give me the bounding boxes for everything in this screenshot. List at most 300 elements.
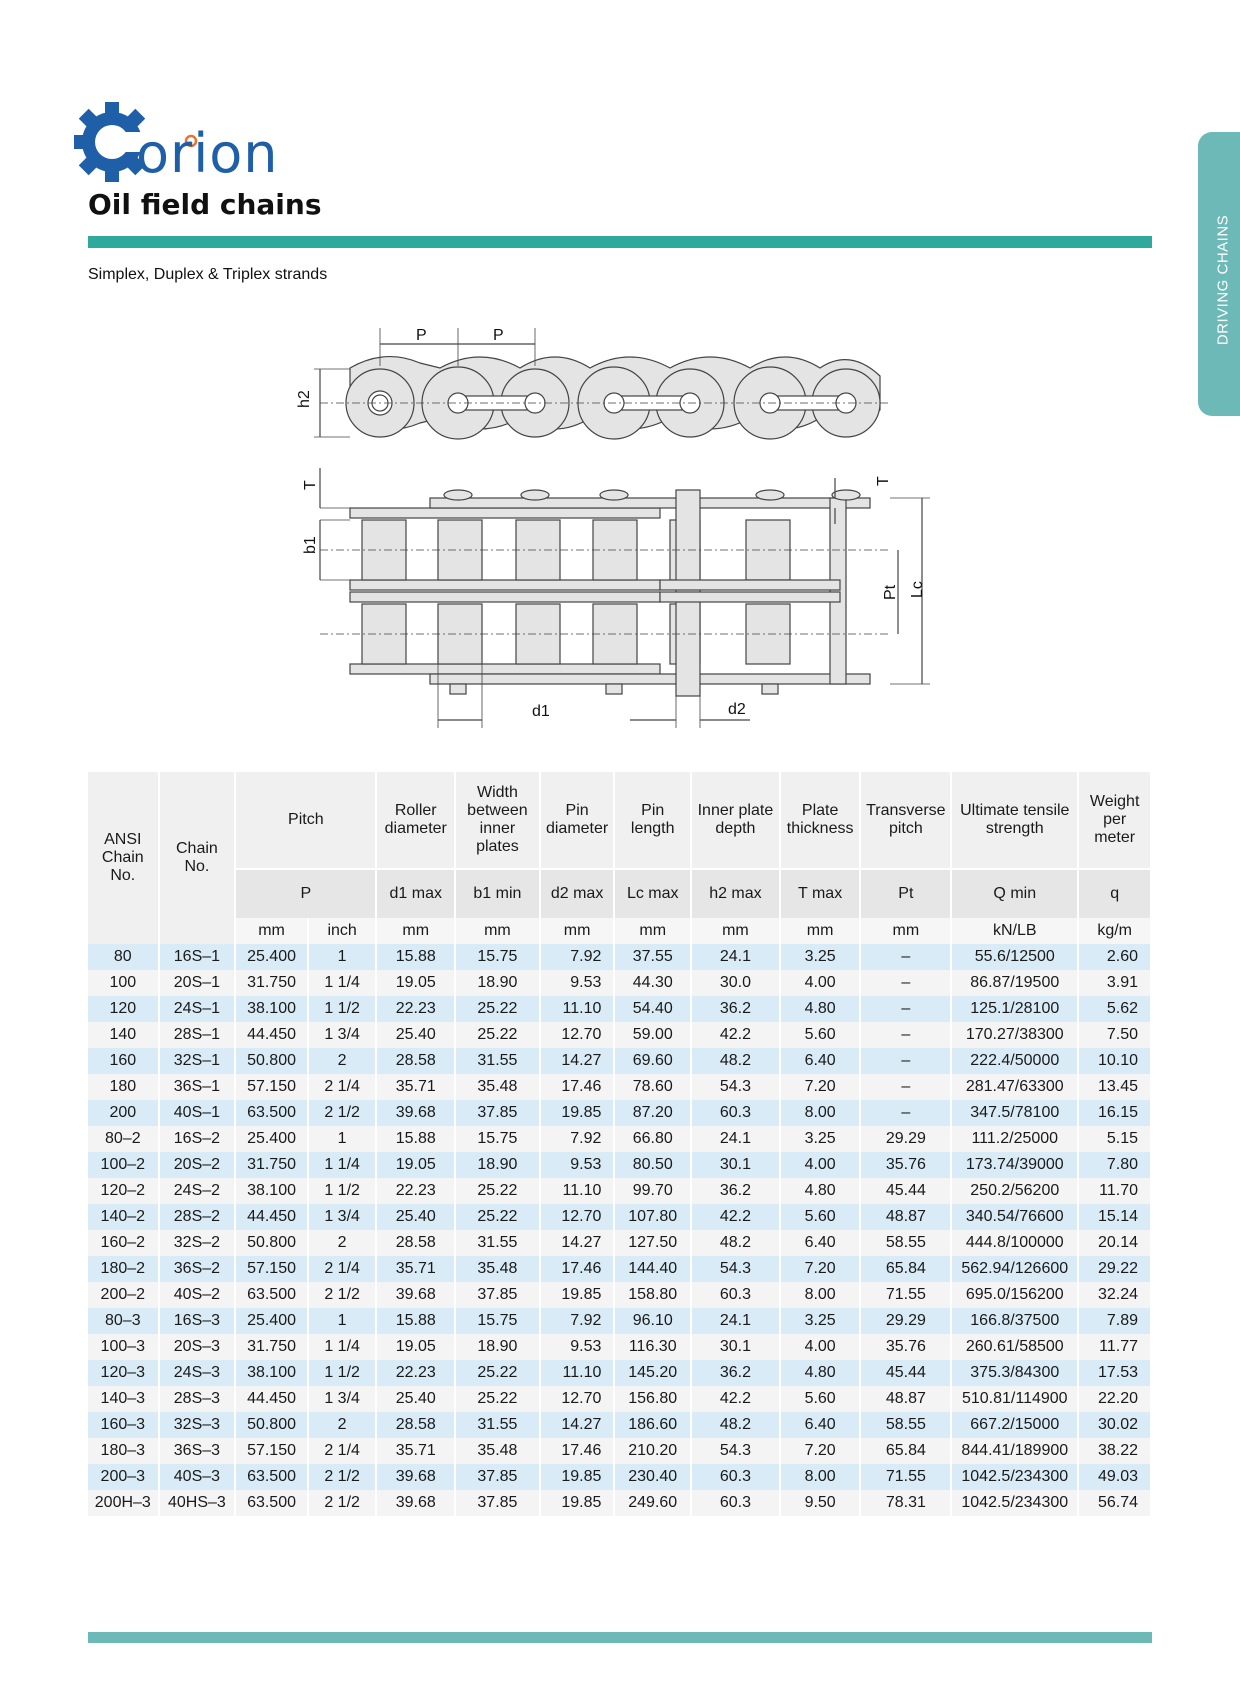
col-weight: Weight per meter bbox=[1078, 772, 1151, 869]
table-cell: 24S–1 bbox=[159, 996, 236, 1022]
table-cell: 36S–1 bbox=[159, 1074, 236, 1100]
table-cell: 11.10 bbox=[540, 1360, 615, 1386]
table-cell: 20.14 bbox=[1078, 1230, 1151, 1256]
table-cell: – bbox=[860, 944, 951, 970]
table-cell: 35.48 bbox=[455, 1438, 540, 1464]
table-cell: 2 bbox=[308, 1048, 377, 1074]
table-cell: 1 bbox=[308, 944, 377, 970]
sym-q-min: Q min bbox=[951, 869, 1078, 918]
table-cell: 50.800 bbox=[235, 1412, 308, 1438]
lc-label: Lc bbox=[909, 581, 926, 598]
table-row bbox=[88, 1126, 1151, 1152]
table-cell: 35.71 bbox=[376, 1256, 455, 1282]
table-cell: 16S–3 bbox=[159, 1308, 236, 1334]
table-cell: 1 bbox=[308, 1308, 377, 1334]
table-cell: 60.3 bbox=[691, 1490, 780, 1516]
table-cell: 4.80 bbox=[780, 1360, 861, 1386]
table-cell: 2 1/4 bbox=[308, 1438, 377, 1464]
table-cell: 37.85 bbox=[455, 1464, 540, 1490]
table-cell: 7.20 bbox=[780, 1438, 861, 1464]
table-cell: 86.87/19500 bbox=[951, 970, 1078, 996]
table-cell: 24.1 bbox=[691, 944, 780, 970]
table-cell: 35.76 bbox=[860, 1152, 951, 1178]
table-cell: 160–2 bbox=[88, 1230, 159, 1256]
sym-pt: Pt bbox=[860, 869, 951, 918]
table-cell: 16S–1 bbox=[159, 944, 236, 970]
table-cell: 7.92 bbox=[540, 1308, 615, 1334]
table-cell: 111.2/25000 bbox=[951, 1126, 1078, 1152]
unit-cell: mm bbox=[540, 918, 615, 944]
table-cell: 200 bbox=[88, 1100, 159, 1126]
table-cell: 6.40 bbox=[780, 1412, 861, 1438]
table-cell: 48.2 bbox=[691, 1048, 780, 1074]
table-cell: 40S–1 bbox=[159, 1100, 236, 1126]
table-cell: 200–3 bbox=[88, 1464, 159, 1490]
table-cell: 156.80 bbox=[614, 1386, 691, 1412]
col-pin-d: Pin diameter bbox=[540, 772, 615, 869]
table-cell: 6.40 bbox=[780, 1048, 861, 1074]
table-cell: 54.3 bbox=[691, 1438, 780, 1464]
table-row bbox=[88, 1022, 1151, 1048]
table-row bbox=[88, 1464, 1151, 1490]
table-cell: 60.3 bbox=[691, 1100, 780, 1126]
table-cell: 8.00 bbox=[780, 1100, 861, 1126]
table-cell: 28.58 bbox=[376, 1412, 455, 1438]
table-cell: 2 1/4 bbox=[308, 1074, 377, 1100]
table-cell: 48.2 bbox=[691, 1412, 780, 1438]
sym-h2: h2 max bbox=[691, 869, 780, 918]
table-cell: 15.75 bbox=[455, 1126, 540, 1152]
table-cell: 8.00 bbox=[780, 1282, 861, 1308]
table-cell: 35.76 bbox=[860, 1334, 951, 1360]
table-cell: 38.22 bbox=[1078, 1438, 1151, 1464]
table-cell: 173.74/39000 bbox=[951, 1152, 1078, 1178]
table-cell: 24S–2 bbox=[159, 1178, 236, 1204]
table-cell: 31.750 bbox=[235, 1152, 308, 1178]
table-cell: 4.00 bbox=[780, 970, 861, 996]
col-ult: Ultimate tensile strength bbox=[951, 772, 1078, 869]
table-cell: 160 bbox=[88, 1048, 159, 1074]
col-plate: Plate thickness bbox=[780, 772, 861, 869]
table-cell: 16S–2 bbox=[159, 1126, 236, 1152]
table-cell: 158.80 bbox=[614, 1282, 691, 1308]
table-cell: 12.70 bbox=[540, 1204, 615, 1230]
table-cell: 200H–3 bbox=[88, 1490, 159, 1516]
table-cell: 7.92 bbox=[540, 944, 615, 970]
table-cell: 37.85 bbox=[455, 1490, 540, 1516]
table-cell: 25.40 bbox=[376, 1204, 455, 1230]
table-cell: 19.05 bbox=[376, 970, 455, 996]
table-cell: 25.22 bbox=[455, 996, 540, 1022]
table-cell: 22.23 bbox=[376, 1178, 455, 1204]
table-cell: 16.15 bbox=[1078, 1100, 1151, 1126]
table-cell: 250.2/56200 bbox=[951, 1178, 1078, 1204]
table-cell: 144.40 bbox=[614, 1256, 691, 1282]
col-width: Width between inner plates bbox=[455, 772, 540, 869]
table-cell: 40HS–3 bbox=[159, 1490, 236, 1516]
table-cell: 60.3 bbox=[691, 1282, 780, 1308]
table-cell: 1 1/2 bbox=[308, 996, 377, 1022]
table-cell: 25.22 bbox=[455, 1360, 540, 1386]
table-cell: 11.10 bbox=[540, 996, 615, 1022]
table-cell: 15.88 bbox=[376, 1126, 455, 1152]
table-cell: 30.02 bbox=[1078, 1412, 1151, 1438]
table-cell: 19.05 bbox=[376, 1152, 455, 1178]
table-row bbox=[88, 1412, 1151, 1438]
table-cell: 11.10 bbox=[540, 1178, 615, 1204]
table-cell: 6.40 bbox=[780, 1230, 861, 1256]
chain-side-view bbox=[314, 328, 890, 439]
table-row bbox=[88, 1360, 1151, 1386]
table-cell: 20S–3 bbox=[159, 1334, 236, 1360]
col-trans: Transverse pitch bbox=[860, 772, 951, 869]
table-cell: 32S–1 bbox=[159, 1048, 236, 1074]
table-cell: 58.55 bbox=[860, 1412, 951, 1438]
unit-cell: mm bbox=[455, 918, 540, 944]
table-cell: 19.85 bbox=[540, 1100, 615, 1126]
table-row bbox=[88, 1230, 1151, 1256]
table-cell: 28.58 bbox=[376, 1048, 455, 1074]
table-cell: 5.60 bbox=[780, 1204, 861, 1230]
unit-cell: inch bbox=[308, 918, 377, 944]
pitch-label: P bbox=[416, 327, 427, 344]
table-row bbox=[88, 944, 1151, 970]
table-cell: 120–2 bbox=[88, 1178, 159, 1204]
table-cell: 56.74 bbox=[1078, 1490, 1151, 1516]
table-cell: 35.71 bbox=[376, 1438, 455, 1464]
table-cell: 15.14 bbox=[1078, 1204, 1151, 1230]
table-cell: 281.47/63300 bbox=[951, 1074, 1078, 1100]
table-row bbox=[88, 1490, 1151, 1516]
table-cell: 50.800 bbox=[235, 1230, 308, 1256]
table-cell: 14.27 bbox=[540, 1048, 615, 1074]
unit-cell: mm bbox=[860, 918, 951, 944]
col-inner: Inner plate depth bbox=[691, 772, 780, 869]
table-cell: 100–3 bbox=[88, 1334, 159, 1360]
unit-cell: kN/LB bbox=[951, 918, 1078, 944]
table-cell: 160–3 bbox=[88, 1412, 159, 1438]
table-cell: 44.450 bbox=[235, 1204, 308, 1230]
table-row bbox=[88, 1256, 1151, 1282]
table-cell: 30.1 bbox=[691, 1334, 780, 1360]
table-cell: 22.23 bbox=[376, 1360, 455, 1386]
table-row bbox=[88, 1178, 1151, 1204]
table-cell: 1 3/4 bbox=[308, 1386, 377, 1412]
table-cell: 99.70 bbox=[614, 1178, 691, 1204]
section-tab[interactable] bbox=[1198, 132, 1240, 416]
table-cell: 31.55 bbox=[455, 1048, 540, 1074]
table-cell: 4.00 bbox=[780, 1152, 861, 1178]
table-cell: 20S–2 bbox=[159, 1152, 236, 1178]
table-cell: 120 bbox=[88, 996, 159, 1022]
page-subtitle: Simplex, Duplex & Triplex strands bbox=[88, 266, 328, 283]
table-cell: 9.53 bbox=[540, 970, 615, 996]
table-cell: 29.29 bbox=[860, 1308, 951, 1334]
table-cell: 25.22 bbox=[455, 1022, 540, 1048]
table-cell: 4.80 bbox=[780, 1178, 861, 1204]
table-cell: 347.5/78100 bbox=[951, 1100, 1078, 1126]
table-cell: 11.70 bbox=[1078, 1178, 1151, 1204]
table-cell: 180 bbox=[88, 1074, 159, 1100]
table-cell: 5.15 bbox=[1078, 1126, 1151, 1152]
table-cell: 31.750 bbox=[235, 1334, 308, 1360]
table-cell: 14.27 bbox=[540, 1230, 615, 1256]
col-ansi: ANSI Chain No. bbox=[88, 772, 159, 944]
table-cell: 39.68 bbox=[376, 1100, 455, 1126]
table-cell: 57.150 bbox=[235, 1438, 308, 1464]
footer-rule bbox=[88, 1632, 1152, 1643]
table-cell: 180–2 bbox=[88, 1256, 159, 1282]
table-cell: 42.2 bbox=[691, 1022, 780, 1048]
table-cell: 186.60 bbox=[614, 1412, 691, 1438]
table-cell: 31.750 bbox=[235, 970, 308, 996]
table-cell: 32.24 bbox=[1078, 1282, 1151, 1308]
table-cell: 65.84 bbox=[860, 1256, 951, 1282]
table-cell: 7.20 bbox=[780, 1256, 861, 1282]
table-cell: 36.2 bbox=[691, 1360, 780, 1386]
table-cell: 36S–3 bbox=[159, 1438, 236, 1464]
table-cell: 18.90 bbox=[455, 1152, 540, 1178]
col-pin-l: Pin length bbox=[614, 772, 691, 869]
table-cell: 38.100 bbox=[235, 1178, 308, 1204]
table-cell: 19.85 bbox=[540, 1282, 615, 1308]
table-cell: 36.2 bbox=[691, 996, 780, 1022]
table-cell: 5.60 bbox=[780, 1022, 861, 1048]
table-cell: 54.40 bbox=[614, 996, 691, 1022]
sym-d1: d1 max bbox=[376, 869, 455, 918]
table-cell: 9.53 bbox=[540, 1334, 615, 1360]
table-cell: 11.77 bbox=[1078, 1334, 1151, 1360]
table-cell: 24S–3 bbox=[159, 1360, 236, 1386]
sym-b1: b1 min bbox=[455, 869, 540, 918]
table-cell: 7.89 bbox=[1078, 1308, 1151, 1334]
sym-p: P bbox=[235, 869, 376, 918]
table-cell: 140–2 bbox=[88, 1204, 159, 1230]
table-cell: 1 1/4 bbox=[308, 1334, 377, 1360]
table-cell: 140–3 bbox=[88, 1386, 159, 1412]
table-cell: 69.60 bbox=[614, 1048, 691, 1074]
table-cell: 17.46 bbox=[540, 1438, 615, 1464]
table-cell: 78.31 bbox=[860, 1490, 951, 1516]
table-cell: 222.4/50000 bbox=[951, 1048, 1078, 1074]
table-cell: 35.48 bbox=[455, 1256, 540, 1282]
table-cell: 63.500 bbox=[235, 1464, 308, 1490]
table-cell: 30.0 bbox=[691, 970, 780, 996]
table-cell: 25.22 bbox=[455, 1386, 540, 1412]
table-cell: 80–3 bbox=[88, 1308, 159, 1334]
table-cell: 12.70 bbox=[540, 1022, 615, 1048]
brand-name: orion bbox=[136, 122, 279, 185]
chain-top-view bbox=[320, 468, 930, 728]
table-cell: 7.50 bbox=[1078, 1022, 1151, 1048]
table-cell: 40S–3 bbox=[159, 1464, 236, 1490]
table-cell: 31.55 bbox=[455, 1230, 540, 1256]
table-cell: 127.50 bbox=[614, 1230, 691, 1256]
section-tab-label: DRIVING CHAINS bbox=[1214, 214, 1232, 346]
table-cell: 2 bbox=[308, 1230, 377, 1256]
sym-q: q bbox=[1078, 869, 1151, 918]
table-cell: 1042.5/234300 bbox=[951, 1464, 1078, 1490]
table-cell: 71.55 bbox=[860, 1282, 951, 1308]
pitch-label: P bbox=[493, 327, 504, 344]
table-cell: 28S–1 bbox=[159, 1022, 236, 1048]
table-cell: 125.1/28100 bbox=[951, 996, 1078, 1022]
table-cell: 3.25 bbox=[780, 1308, 861, 1334]
table-row bbox=[88, 970, 1151, 996]
sym-lc: Lc max bbox=[614, 869, 691, 918]
unit-cell: kg/m bbox=[1078, 918, 1151, 944]
table-row bbox=[88, 1074, 1151, 1100]
table-cell: 3.91 bbox=[1078, 970, 1151, 996]
table-cell: 7.92 bbox=[540, 1126, 615, 1152]
table-cell: 2 1/2 bbox=[308, 1464, 377, 1490]
table-cell: 22.20 bbox=[1078, 1386, 1151, 1412]
table-cell: 260.61/58500 bbox=[951, 1334, 1078, 1360]
table-cell: 200–2 bbox=[88, 1282, 159, 1308]
unit-cell: mm bbox=[780, 918, 861, 944]
table-cell: 59.00 bbox=[614, 1022, 691, 1048]
table-cell: 42.2 bbox=[691, 1204, 780, 1230]
table-cell: 63.500 bbox=[235, 1490, 308, 1516]
table-cell: 17.53 bbox=[1078, 1360, 1151, 1386]
b1-label: b1 bbox=[302, 536, 319, 554]
table-cell: 12.70 bbox=[540, 1386, 615, 1412]
chain-diagram bbox=[290, 318, 970, 740]
table-cell: 140 bbox=[88, 1022, 159, 1048]
sym-d2: d2 max bbox=[540, 869, 615, 918]
table-cell: 3.25 bbox=[780, 1126, 861, 1152]
table-cell: 37.55 bbox=[614, 944, 691, 970]
table-cell: 35.48 bbox=[455, 1074, 540, 1100]
table-cell: 28S–3 bbox=[159, 1386, 236, 1412]
table-cell: 107.80 bbox=[614, 1204, 691, 1230]
table-cell: 1 1/2 bbox=[308, 1360, 377, 1386]
table-cell: 42.2 bbox=[691, 1386, 780, 1412]
table-cell: 7.20 bbox=[780, 1074, 861, 1100]
table-cell: 25.400 bbox=[235, 1126, 308, 1152]
table-cell: 78.60 bbox=[614, 1074, 691, 1100]
table-cell: 116.30 bbox=[614, 1334, 691, 1360]
table-cell: 166.8/37500 bbox=[951, 1308, 1078, 1334]
table-cell: 2 1/4 bbox=[308, 1256, 377, 1282]
table-cell: 25.400 bbox=[235, 944, 308, 970]
table-cell: 58.55 bbox=[860, 1230, 951, 1256]
table-cell: 28.58 bbox=[376, 1230, 455, 1256]
table-cell: 39.68 bbox=[376, 1490, 455, 1516]
table-cell: 20S–1 bbox=[159, 970, 236, 996]
table-cell: 60.3 bbox=[691, 1464, 780, 1490]
table-cell: 120–3 bbox=[88, 1360, 159, 1386]
table-cell: – bbox=[860, 1074, 951, 1100]
table-cell: 4.80 bbox=[780, 996, 861, 1022]
table-row bbox=[88, 1100, 1151, 1126]
table-cell: 18.90 bbox=[455, 970, 540, 996]
table-cell: 15.75 bbox=[455, 944, 540, 970]
table-cell: 25.22 bbox=[455, 1204, 540, 1230]
table-cell: 45.44 bbox=[860, 1360, 951, 1386]
table-cell: 100–2 bbox=[88, 1152, 159, 1178]
table-cell: 49.03 bbox=[1078, 1464, 1151, 1490]
table-cell: 2 bbox=[308, 1412, 377, 1438]
table-cell: 25.40 bbox=[376, 1386, 455, 1412]
table-cell: 32S–2 bbox=[159, 1230, 236, 1256]
t-label: T bbox=[875, 476, 892, 486]
table-cell: 40S–2 bbox=[159, 1282, 236, 1308]
table-cell: 24.1 bbox=[691, 1126, 780, 1152]
unit-cell: mm bbox=[614, 918, 691, 944]
table-cell: 57.150 bbox=[235, 1256, 308, 1282]
table-cell: 19.85 bbox=[540, 1490, 615, 1516]
table-cell: 80 bbox=[88, 944, 159, 970]
table-cell: 37.85 bbox=[455, 1100, 540, 1126]
table-cell: 24.1 bbox=[691, 1308, 780, 1334]
table-cell: 38.100 bbox=[235, 996, 308, 1022]
table-cell: 48.87 bbox=[860, 1204, 951, 1230]
table-cell: 18.90 bbox=[455, 1334, 540, 1360]
table-cell: 39.68 bbox=[376, 1464, 455, 1490]
table-cell: 66.80 bbox=[614, 1126, 691, 1152]
d1-label: d1 bbox=[532, 703, 550, 720]
table-cell: 145.20 bbox=[614, 1360, 691, 1386]
table-cell: 8.00 bbox=[780, 1464, 861, 1490]
table-cell: 28S–2 bbox=[159, 1204, 236, 1230]
table-cell: 1 3/4 bbox=[308, 1022, 377, 1048]
table-cell: 63.500 bbox=[235, 1282, 308, 1308]
header-rule bbox=[88, 236, 1152, 248]
table-cell: 25.40 bbox=[376, 1022, 455, 1048]
table-cell: 14.27 bbox=[540, 1412, 615, 1438]
table-cell: 38.100 bbox=[235, 1360, 308, 1386]
table-row bbox=[88, 1204, 1151, 1230]
table-cell: 31.55 bbox=[455, 1412, 540, 1438]
table-cell: 17.46 bbox=[540, 1074, 615, 1100]
sym-t: T max bbox=[780, 869, 861, 918]
table-row bbox=[88, 1048, 1151, 1074]
table-cell: 37.85 bbox=[455, 1282, 540, 1308]
table-cell: 87.20 bbox=[614, 1100, 691, 1126]
table-cell: 100 bbox=[88, 970, 159, 996]
table-cell: – bbox=[860, 970, 951, 996]
table-cell: 35.71 bbox=[376, 1074, 455, 1100]
table-cell: 562.94/126600 bbox=[951, 1256, 1078, 1282]
table-cell: 5.60 bbox=[780, 1386, 861, 1412]
table-cell: 180–3 bbox=[88, 1438, 159, 1464]
table-cell: 36S–2 bbox=[159, 1256, 236, 1282]
table-cell: 249.60 bbox=[614, 1490, 691, 1516]
table-row bbox=[88, 1308, 1151, 1334]
table-cell: 55.6/12500 bbox=[951, 944, 1078, 970]
table-cell: 15.88 bbox=[376, 1308, 455, 1334]
table-row bbox=[88, 1386, 1151, 1412]
col-pitch: Pitch bbox=[235, 772, 376, 869]
unit-cell: mm bbox=[376, 918, 455, 944]
t-label: T bbox=[302, 480, 319, 490]
table-cell: 9.50 bbox=[780, 1490, 861, 1516]
table-row bbox=[88, 1282, 1151, 1308]
table-cell: 32S–3 bbox=[159, 1412, 236, 1438]
table-cell: 96.10 bbox=[614, 1308, 691, 1334]
table-cell: 36.2 bbox=[691, 1178, 780, 1204]
table-cell: 695.0/156200 bbox=[951, 1282, 1078, 1308]
table-cell: 48.87 bbox=[860, 1386, 951, 1412]
table-cell: 44.450 bbox=[235, 1386, 308, 1412]
table-cell: 13.45 bbox=[1078, 1074, 1151, 1100]
unit-cell: mm bbox=[691, 918, 780, 944]
table-cell: 44.30 bbox=[614, 970, 691, 996]
table-cell: 9.53 bbox=[540, 1152, 615, 1178]
table-cell: 340.54/76600 bbox=[951, 1204, 1078, 1230]
table-cell: 1042.5/234300 bbox=[951, 1490, 1078, 1516]
